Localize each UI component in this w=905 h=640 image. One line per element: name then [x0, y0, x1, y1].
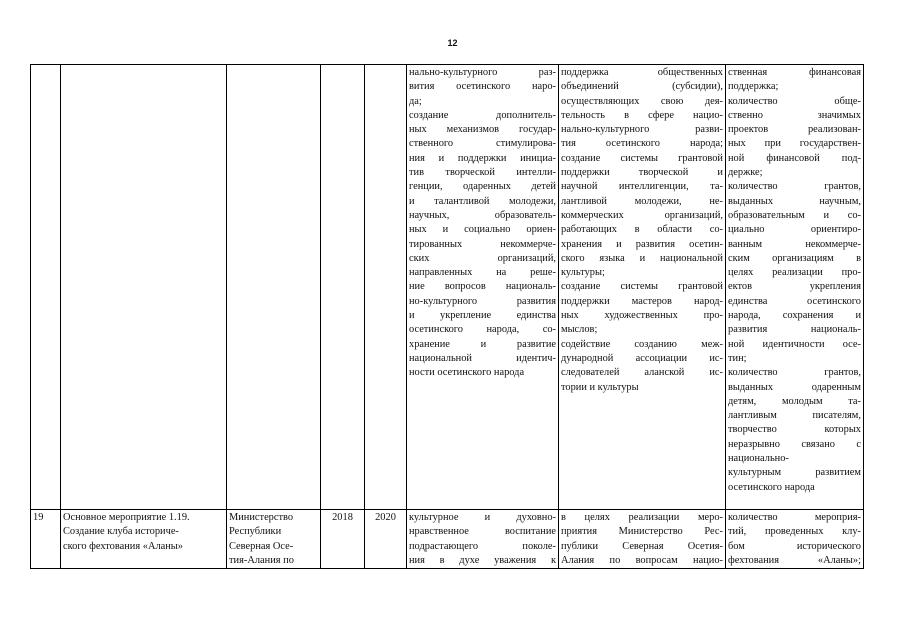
- text-line: культуры;: [561, 267, 605, 279]
- text-line: неразрывно связано с: [728, 438, 861, 450]
- text-line: Республики: [229, 526, 282, 538]
- text-line: выданных одаренным: [728, 381, 861, 393]
- text-line: образовательным и со-: [728, 209, 861, 221]
- cell-number: 19: [31, 510, 61, 569]
- text-line: создание системы грантовой: [561, 152, 723, 164]
- text-line: ных художественных про-: [561, 310, 723, 322]
- text-line: ной финансовой под-: [728, 152, 861, 164]
- text-line: ванным некоммерче-: [728, 238, 861, 250]
- text-line: проектов реализован-: [728, 124, 861, 136]
- text-line: фехтования «Аланы»;: [728, 554, 861, 566]
- text-line: ственного стимулирова-: [409, 138, 556, 150]
- text-line: дународной ассоциации ис-: [561, 352, 723, 364]
- text-line: единства осетинского: [728, 295, 861, 307]
- text-line: тельность в сфере нацио-: [561, 109, 723, 121]
- text-line: тия-Алания по: [229, 554, 294, 566]
- cell-number: [31, 65, 61, 510]
- text-line: культурным развитием: [728, 467, 861, 479]
- text-line: развития националь-: [728, 324, 861, 336]
- text-line: Основное мероприятие 1.19.: [63, 512, 190, 523]
- text-line: ского языка и национальной: [561, 252, 723, 264]
- text-line: подрастающего поколе-: [409, 540, 556, 552]
- text-line: содействие созданию меж-: [561, 338, 723, 350]
- text-line: количество грантов,: [728, 181, 861, 193]
- text-line: лантливым писателям,: [728, 410, 861, 422]
- text-line: нравственное воспитание: [409, 526, 556, 538]
- text-line: народа, сохранения и: [728, 310, 861, 322]
- text-line: научной интеллигенции, та-: [561, 181, 723, 193]
- text-line: но-культурного развития: [409, 295, 556, 307]
- text-line: создание системы грантовой: [561, 281, 723, 293]
- table-row-continued: [31, 65, 864, 510]
- text-line: осетинского народа: [728, 481, 815, 493]
- text-line: мыслов;: [561, 324, 598, 336]
- text-line: направленных на реше-: [409, 267, 556, 279]
- text-line: ных механизмов государ-: [409, 124, 556, 136]
- text-line: приятия Министерство Рес-: [561, 526, 723, 538]
- text-line: творчество которых: [728, 424, 861, 436]
- text-line: хранение и развитие: [409, 338, 556, 350]
- text-line: циально ориентиро-: [728, 224, 861, 236]
- cell-event: [61, 510, 227, 569]
- text-line: ных и социально ориен-: [409, 224, 556, 236]
- text-line: ственно значимых: [728, 109, 861, 121]
- text-line: тории и культуры: [561, 381, 639, 393]
- text-line: вития осетинского наро-: [409, 81, 556, 93]
- cell-main-directions: [559, 510, 726, 569]
- text-line: нально-культурного раз-: [409, 67, 556, 78]
- text-line: ности осетинского народа: [409, 367, 525, 379]
- cell-expected-result: [407, 510, 559, 569]
- text-line: нально-культурного разви-: [561, 124, 723, 136]
- text-line: выданных научным,: [728, 195, 861, 207]
- text-line: количество обще-: [728, 95, 861, 107]
- text-line: ским организациям в: [728, 252, 861, 264]
- text-line: поддержки мастеров народ-: [561, 295, 723, 307]
- text-line: количество мероприя-: [728, 512, 861, 523]
- text-line: ние вопросов националь-: [409, 281, 556, 293]
- text-line: создание дополнитель-: [409, 109, 556, 121]
- text-line: поддержка;: [728, 81, 779, 93]
- text-line: лантливой молодежи, не-: [561, 195, 723, 207]
- text-line: хранения и развития осетин-: [561, 238, 723, 250]
- cell-start-year: [321, 65, 365, 510]
- text-line: Северная Осе-: [229, 540, 294, 552]
- text-line: поддержка общественных: [561, 67, 723, 78]
- text-line: генции, одаренных детей: [409, 181, 556, 193]
- text-line: ектов укрепления: [728, 281, 861, 293]
- cell-end-year: 2020: [365, 510, 407, 569]
- text-line: ния и поддержки инициа-: [409, 152, 556, 164]
- text-line: научных, образователь-: [409, 209, 556, 221]
- text-line: культурное и духовно-: [409, 512, 556, 523]
- text-line: детям, молодым та-: [728, 395, 861, 407]
- text-line: осетинского народа, со-: [409, 324, 556, 336]
- text-line: тин;: [728, 352, 747, 364]
- text-line: ных при государствен-: [728, 138, 861, 150]
- cell-executor: [227, 510, 321, 569]
- text-line: тированных некоммерче-: [409, 238, 556, 250]
- cell-event: [61, 65, 227, 510]
- text-line: бом исторического: [728, 540, 861, 552]
- cell-indicators: [726, 65, 864, 510]
- text-line: да;: [409, 95, 422, 107]
- text-line: и укрепление единства: [409, 310, 556, 322]
- text-line: Создание клуба историче-: [63, 526, 179, 538]
- cell-executor: [227, 65, 321, 510]
- text-line: ского фехтования «Аланы»: [63, 540, 183, 552]
- text-line: и талантливой молодежи,: [409, 195, 556, 207]
- cell-expected-result: [407, 65, 559, 510]
- text-line: ственная финансовая: [728, 67, 861, 78]
- text-line: следователей аланской ис-: [561, 367, 723, 379]
- text-line: публики Северная Осетия-: [561, 540, 723, 552]
- text-line: количество грантов,: [728, 367, 861, 379]
- cell-start-year: 2018: [321, 510, 365, 569]
- program-table: [30, 64, 864, 569]
- text-line: ной идентичности осе-: [728, 338, 861, 350]
- text-line: коммерческих организаций,: [561, 209, 723, 221]
- text-line: объединений (субсидии),: [561, 81, 723, 93]
- text-line: работающих в области со-: [561, 224, 723, 236]
- text-line: Алания по вопросам нацио-: [561, 554, 723, 566]
- text-line: целях реализации про-: [728, 267, 861, 279]
- text-line: осуществляющих свою дея-: [561, 95, 723, 107]
- table-row-19: [31, 510, 864, 569]
- text-line: тий, проведенных клу-: [728, 526, 861, 538]
- text-line: ния в духе уважения к: [409, 554, 556, 566]
- cell-main-directions: [559, 65, 726, 510]
- text-line: поддержки творческой и: [561, 167, 723, 179]
- cell-indicators: [726, 510, 864, 569]
- text-line: в целях реализации меро-: [561, 512, 723, 523]
- text-line: тив творческой интелли-: [409, 167, 556, 179]
- page-number: 12: [447, 38, 458, 48]
- cell-end-year: [365, 65, 407, 510]
- text-line: тия осетинского народа;: [561, 138, 723, 150]
- text-line: ских организаций,: [409, 252, 556, 264]
- text-line: национальной идентич-: [409, 352, 556, 364]
- text-line: Министерство: [229, 512, 294, 523]
- text-line: национально-: [728, 453, 789, 465]
- text-line: держке;: [728, 167, 763, 179]
